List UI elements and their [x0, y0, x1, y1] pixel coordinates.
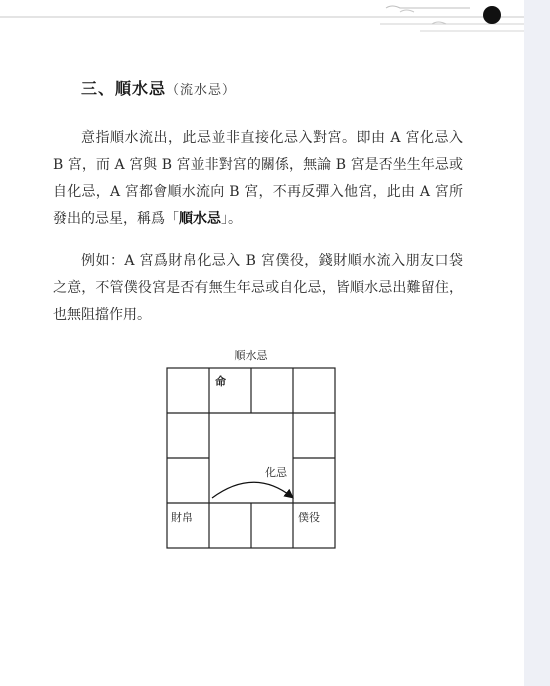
diagram-title: 順水忌	[234, 349, 268, 362]
section-heading	[81, 76, 236, 99]
page-margin	[524, 0, 550, 686]
example-text: A 宮爲財帛化忌入 B 宮僕役，錢財順水流入朋友口袋之意，不管僕役宮是否有無生年忌或自化忌，皆順水忌出難留住，也無阻擋作用。	[53, 253, 464, 323]
paragraph-definition	[53, 125, 463, 233]
header-ornament	[0, 0, 524, 40]
quote-open: 「	[165, 211, 179, 227]
example-label: 例如：	[81, 253, 125, 269]
quote-close: 」。	[221, 211, 242, 227]
cell-caibo-label: 財帛	[171, 511, 193, 524]
paragraph-example	[53, 248, 463, 329]
flow-arrow	[212, 482, 292, 498]
paragraph-definition-text: 意指順水流出，此忌並非直接化忌入對宮。即由 A 宮化忌入 B 宮，而 A 宮與 B 宮並非對宮的關係，無論 B 宮是否坐生年忌或自化忌，A 宮都會順水流向 B 宮，不再反彈入他宮，此由 A 宮所發出的忌星，稱爲	[53, 130, 463, 227]
section-subtitle: （流水忌）	[166, 83, 237, 98]
term-shunshuiji: 順水忌	[179, 211, 221, 227]
section-title: 順水忌	[115, 79, 167, 98]
arrow-label: 化忌	[265, 466, 287, 479]
cell-ming-label: 命	[215, 375, 226, 388]
section-number: 三、	[81, 79, 116, 98]
palace-diagram	[166, 367, 336, 549]
cell-puyi-label: 僕役	[298, 511, 320, 524]
